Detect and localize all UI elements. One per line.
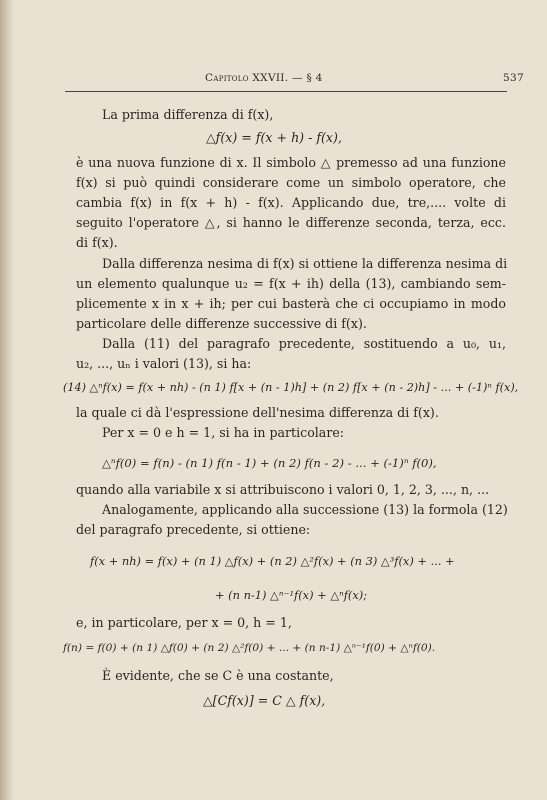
binding-shadow: [0, 0, 14, 800]
text-line: seguito l'operatore △, si hanno le differenze seconda, terza, ecc.: [76, 215, 506, 230]
running-header: [0, 72, 547, 88]
text-line: è una nuova funzione di x. Il simbolo △ premesso ad una funzione: [76, 155, 506, 170]
equation-14: (14) △ⁿf(x) = f(x + nh) - (n 1) f[x + (n - 1)h] + (n 2) f[x + (n - 2)h] - ... + (-1)ⁿ f(x),: [63, 381, 519, 394]
text-line: particolare delle differenze successive di f(x).: [76, 316, 367, 331]
text-line: u₂, ..., uₙ i valori (13), si ha:: [76, 356, 252, 371]
text-line: È evidente, che se C è una costante,: [102, 668, 334, 683]
text-line: e, in particolare, per x = 0, h = 1,: [76, 615, 292, 630]
equation-newton-line2: + (n n-1) △ⁿ⁻¹f(x) + △ⁿf(x);: [215, 588, 368, 602]
text-line: cambia f(x) in f(x + h) - f(x). Applicando due, tre,.... volte di: [76, 195, 506, 210]
equation-newton-particular: f(n) = f(0) + (n 1) △f(0) + (n 2) △²f(0) + ... + (n n-1) △ⁿ⁻¹f(0) + △ⁿf(0).: [63, 642, 436, 654]
text-line: Analogamente, applicando alla successione (13) la formola (12): [102, 502, 508, 517]
text-line: un elemento qualunque u₂ = f(x + ih) della (13), cambiando sem-: [76, 276, 506, 291]
text-line: plicemente x in x + ih; per cui basterà che ci occupiamo in modo: [76, 296, 506, 311]
equation-newton-line1: f(x + nh) = f(x) + (n 1) △f(x) + (n 2) △²f(x) + (n 3) △³f(x) + ... +: [90, 554, 455, 568]
running-title: Capitolo XXVII. — § 4: [205, 72, 323, 84]
equation-delta-n-f0: △ⁿf(0) = f(n) - (n 1) f(n - 1) + (n 2) f(n - 2) - ... + (-1)ⁿ f(0),: [102, 456, 437, 470]
text-line: Per x = 0 e h = 1, si ha in particolare:: [102, 425, 345, 440]
text-line: quando alla variabile x si attribuiscono i valori 0, 1, 2, 3, ..., n, ...: [76, 482, 490, 497]
text-line: del paragrafo precedente, si ottiene:: [76, 522, 311, 537]
text-line: Dalla (11) del paragrafo precedente, sostituendo a u₀, u₁,: [102, 336, 506, 351]
page-number: 537: [503, 72, 524, 84]
equation-constant: △[Cf(x)] = C △ f(x),: [203, 693, 326, 708]
header-rule: [65, 91, 507, 92]
text-line: di f(x).: [76, 235, 118, 250]
text-line: Dalla differenza nesima di f(x) si ottiene la differenza nesima di: [102, 256, 508, 271]
text-line: La prima differenza di f(x),: [102, 107, 274, 122]
text-line: f(x) si può quindi considerare come un simbolo operatore, che: [76, 175, 506, 190]
text-line: la quale ci dà l'espressione dell'nesima differenza di f(x).: [76, 405, 439, 420]
equation-first-difference: △f(x) = f(x + h) - f(x),: [206, 130, 342, 145]
